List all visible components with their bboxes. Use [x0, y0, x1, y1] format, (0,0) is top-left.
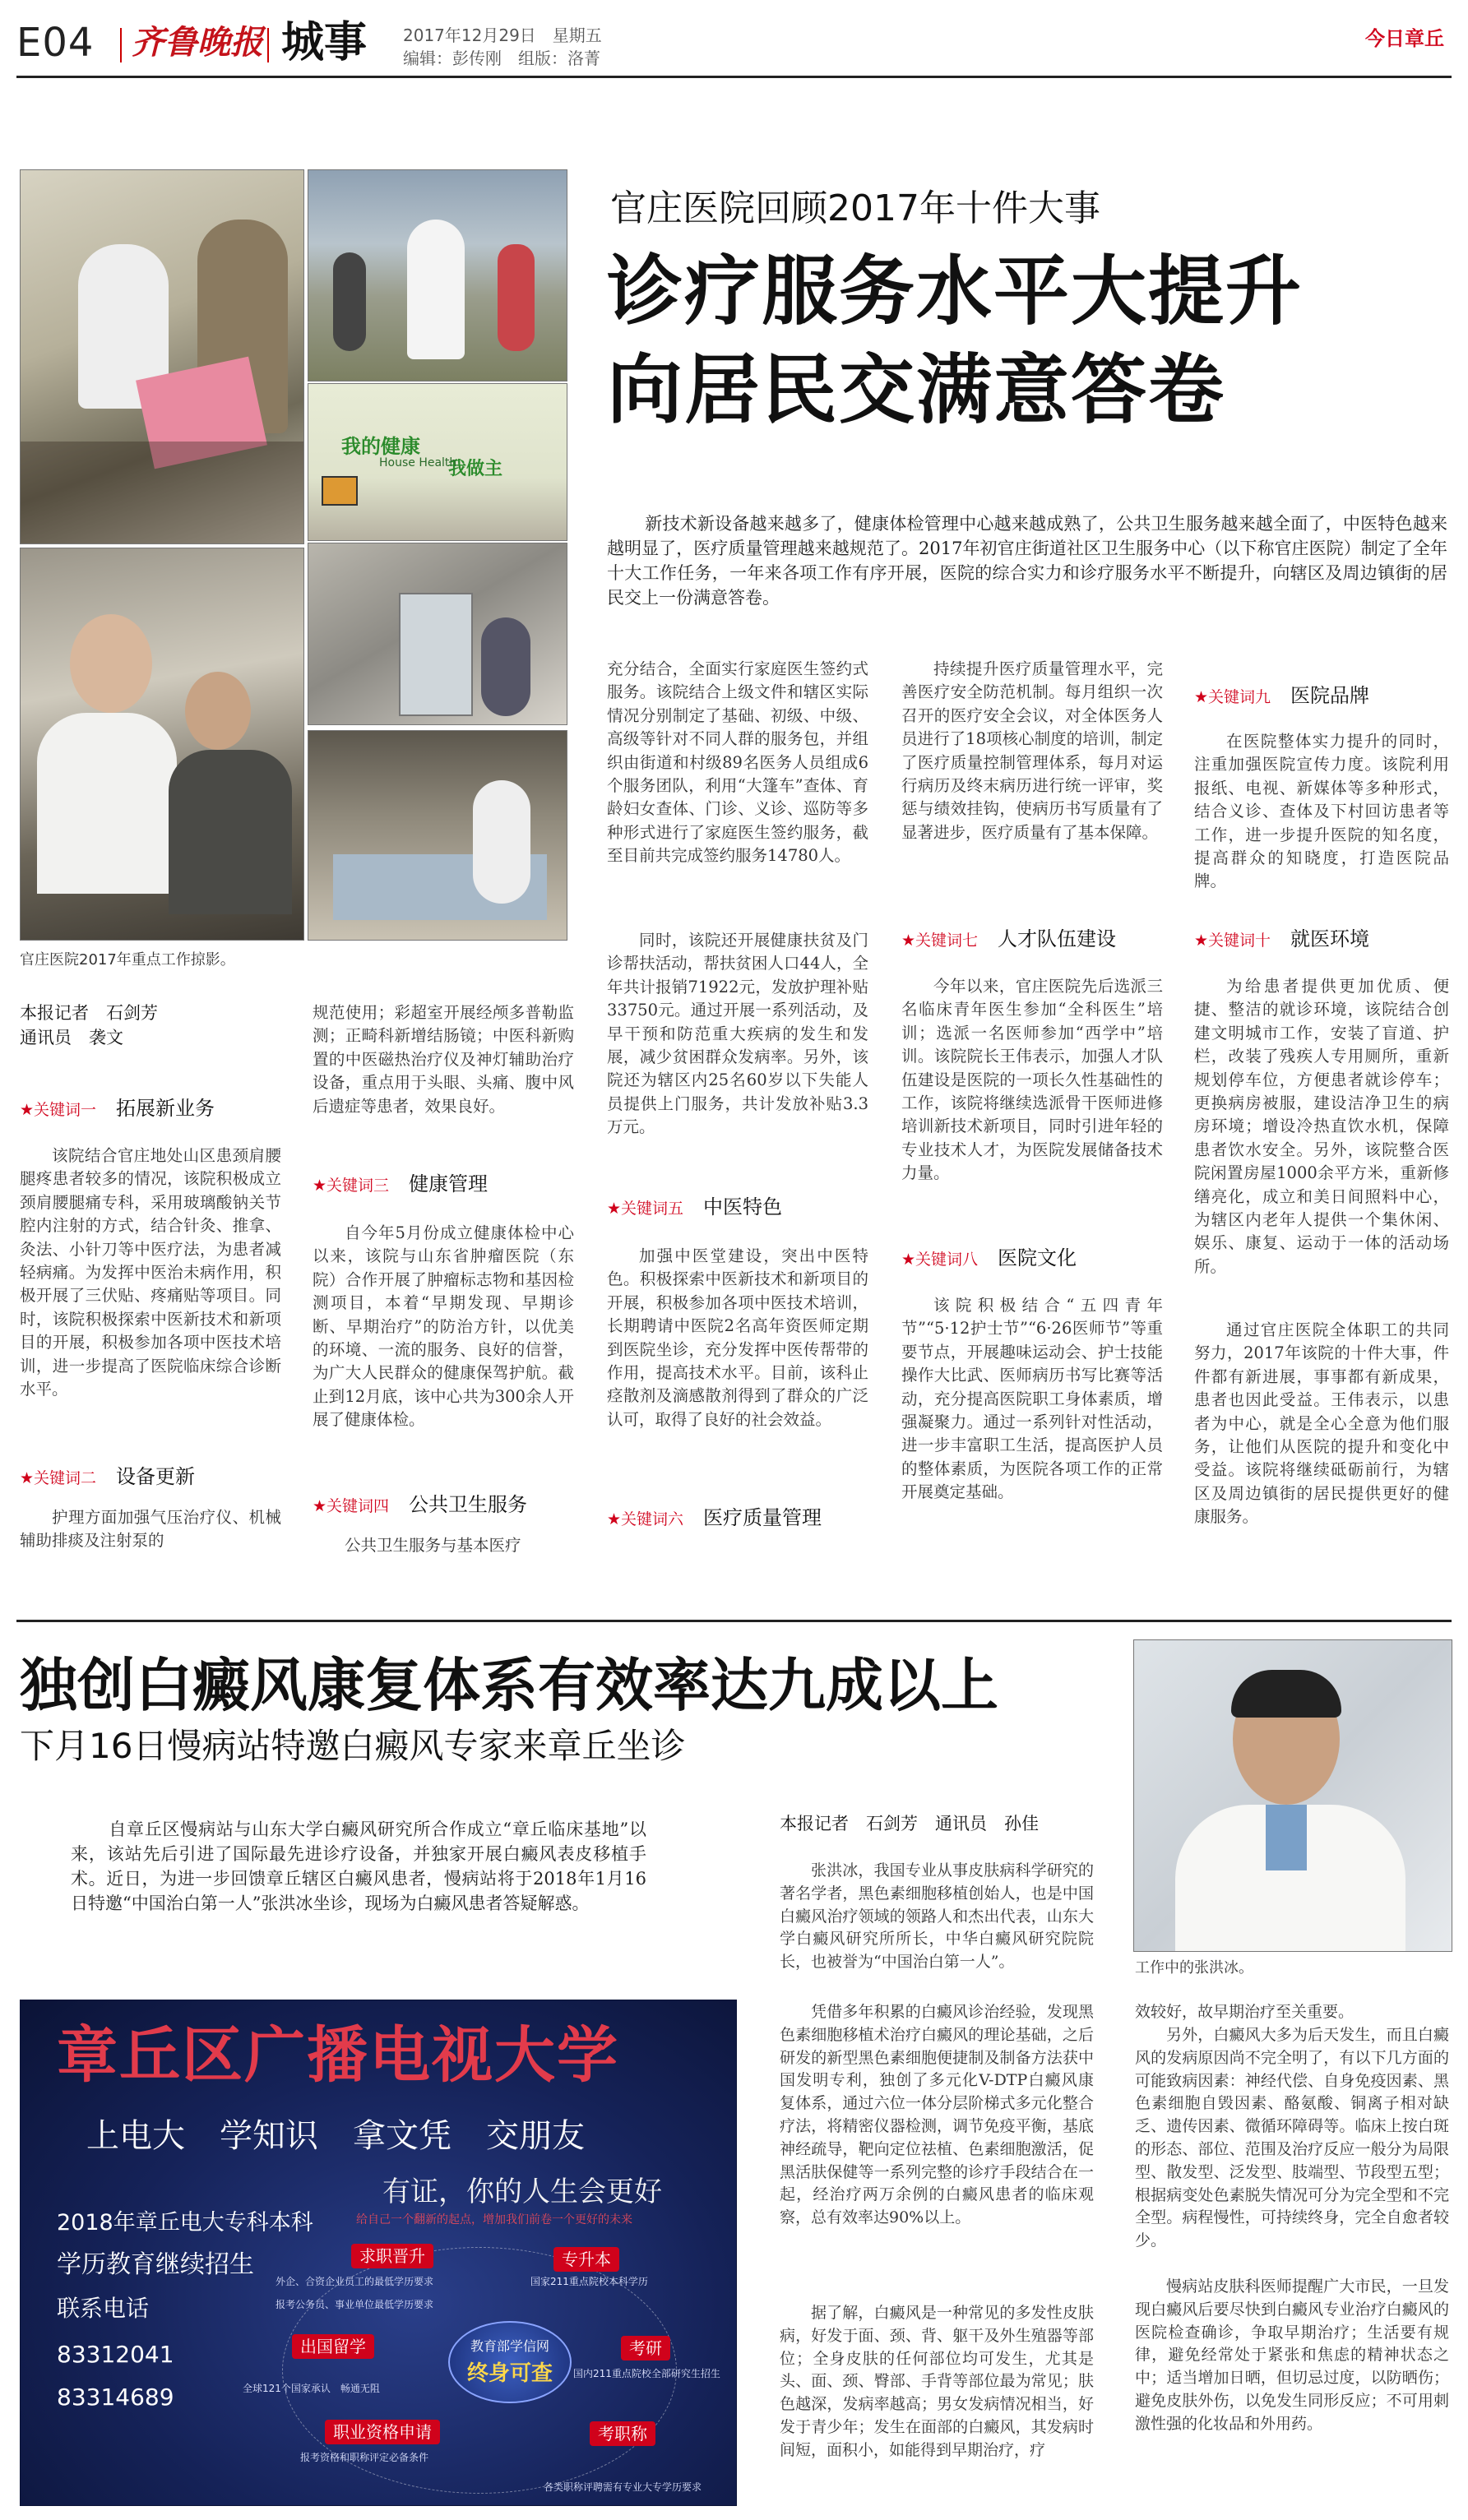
- ad-note-5: 报考资格和职称评定必备条件: [300, 2452, 429, 2463]
- keyword-6-heading: [607, 1505, 822, 1533]
- ad-slogan: [86, 2115, 585, 2157]
- keyword-3-heading: [313, 1171, 488, 1199]
- date-text: 2017年12月29日: [403, 25, 536, 45]
- photo-doctor-coat: [37, 713, 177, 894]
- photo-visitor: [473, 780, 530, 904]
- article-separator: [16, 1620, 1452, 1622]
- keyword-7-title: 人才队伍建设: [998, 927, 1117, 950]
- editor-credit: [403, 48, 600, 69]
- header-divider-2: [267, 28, 269, 62]
- keyword-4-heading: [313, 1491, 527, 1519]
- ad-note-3: 报考公务员、事业单位最低学历要求: [276, 2299, 434, 2310]
- keyword-7-label: ★关键词七: [901, 932, 979, 950]
- photo-screen: [322, 476, 358, 506]
- ad-slogan-2: 学知识: [220, 2117, 318, 2155]
- keyword-10-text: 为给患者提供更加优质、便捷、整洁的就诊环境，该院结合创建文明城市工作，安装了盲道、护栏，改装了残疾人专用厕所，重新规划停车位，方便患者就诊停车；更换病房被服，建设洁净卫生的病房环境；增设冷热直饮水机，保障患者饮水安全。另外，该院整合医院闲置房屋1000余平方米，重新修缮亮化，成立和美日间照料中心，为辖区内老年人提供一个集休闲、娱乐、康复、运动于一体的活动场所。: [1194, 977, 1449, 1276]
- ad-center-text-2: 终身可查: [466, 2361, 553, 2386]
- article2-col1-p2: 凭借多年积累的白癜风诊治经验，发现黑色素细胞移植术治疗白癜风的理论基础，之后研发的新型黑色素细胞便捷制及制备方法获中国发明专利，独创了多元化V-DTP白癜风康复体系，通过六位一体分层阶梯式多元化整合疗法，将精密仪器检测，调节免疫平衡，基底神经疏导，靶向定位祛植、色素细胞激活，促黑活肤保健等一系列完整的诊疗手段结合在一起，经治疗两万余例的白癜风患者的临床观察，总有效率达90%以上。: [780, 2003, 1094, 2227]
- ad-tagline-sub: 给自己一个翻新的起点，增加我们前卷一个更好的未来: [356, 2213, 632, 2226]
- article1-headline-line2: 向居民交满意答卷: [607, 346, 1226, 434]
- photo-bystander-2: [498, 244, 535, 351]
- region-tag: 今日章丘: [1365, 27, 1444, 50]
- photo-health-room: [308, 383, 567, 541]
- keyword-9-title: 医院品牌: [1290, 684, 1370, 707]
- photo-caption-1: 官庄医院2017年重点工作掠影。: [20, 951, 235, 969]
- keyword-10-label: ★关键词十: [1194, 932, 1271, 950]
- ad-phone-2: 83314689: [57, 2384, 174, 2411]
- photo-man-collar: [1266, 1805, 1307, 1870]
- issue-date: [403, 25, 602, 46]
- keyword-2-text: 护理方面加强气压治疗仪、机械辅助排痰及注射泵的: [20, 1508, 281, 1551]
- keyword-9-label: ★关键词九: [1194, 688, 1271, 706]
- ad-contact-label: 联系电话: [57, 2295, 150, 2322]
- keyword-8-label: ★关键词八: [901, 1251, 979, 1269]
- page-number: E04: [16, 20, 95, 66]
- keyword-7-text: 今年以来，官庄医院先后选派三名临床青年医生参加“全科医生”培训；选派一名医师参加“西学中”培训。该院院长王伟表示，加强人才队伍建设是医院的一项长久性基础性的工作，该院将继续选派骨干医师进修培训新技术新项目，同时引进年轻的专业技术人才，为医院发展储备技术力量。: [901, 977, 1163, 1183]
- photo-handing-leaflets: [20, 169, 304, 544]
- ad-slogan-3: 拿文凭: [353, 2117, 452, 2155]
- ad-note-1: 外企、合资企业员工的最低学历要求: [276, 2276, 434, 2287]
- keyword-1-heading: [20, 1095, 215, 1123]
- article1-headline-line1: 诊疗服务水平大提升: [607, 247, 1304, 335]
- photo-caption-2: 工作中的张洪冰。: [1135, 1959, 1253, 1977]
- photo-sign-text-2: 我做主: [448, 459, 503, 479]
- ad-note-2: 全球121个国家承认 畅通无阻: [243, 2383, 380, 2394]
- keyword-6-title: 医疗质量管理: [703, 1506, 822, 1529]
- keyword-4-text-cont: 充分结合，全面实行家庭医生签约式服务。该院结合上级文件和辖区实际情况分别制定了基础、初级、中级、高级等针对不同人群的服务包，并组织由街道和村级89名医务人员组成6个服务团队，利用“大篷车”查体、育龄妇女查体、门诊、义诊、巡防等多种形式进行了家庭医生签约服务，截至目前共完成签约服务14780人。: [607, 659, 868, 866]
- keyword-5-heading: [607, 1194, 782, 1222]
- photo-machine: [399, 593, 473, 716]
- article2-col2-p1: 效较好，故早期治疗至关重要。: [1135, 2003, 1355, 2021]
- ad-bubble-2: 出国留学: [292, 2334, 374, 2359]
- photo-shadow: [21, 442, 304, 544]
- ad-note-6: 国内211重点院校全部研究生招生: [573, 2368, 720, 2379]
- keyword-3-title: 健康管理: [409, 1172, 489, 1195]
- photo-elder-body: [169, 750, 292, 914]
- photo-doctor-head: [70, 614, 152, 713]
- editor-text: 编辑：彭传刚: [403, 49, 502, 68]
- ad-enroll-1: 2018年章丘电大专科本科: [57, 2210, 313, 2236]
- photo-sign-text-3: House Health: [379, 456, 457, 469]
- keyword-5-text: 加强中医堂建设，突出中医特色。积极探索中医新技术和新项目的开展，积极参加各项中医技术培训，长期聘请中医院2名高年资医师定期到医院坐诊，充分发挥中医传帮带的作用，提高技术水平。目前，该科止痉散剂及滴感散剂得到了群众的广泛认可，取得了良好的社会效益。: [607, 1246, 868, 1429]
- keyword-8-heading: [901, 1245, 1077, 1273]
- ad-title: 章丘区广播电视大学: [57, 2020, 619, 2091]
- ad-bubble-6: 专升本: [553, 2247, 619, 2272]
- keyword-1-text: 该院结合官庄地处山区患颈肩腰腿疼患者较多的情况，该院积极成立颈肩腰腿痛专科，采用玻璃酸钠关节腔内注射的方式，结合针灸、推拿、灸法、小针刀等中医疗法，为患者减轻病痛。为发挥中医治未病作用，积极开展了三伏贴、疼痛贴等项目。同时，该院积极探索中医新技术和新项目的开展，积极参加各项中医技术培训，进一步提高了医院临床综合诊断水平。: [20, 1146, 281, 1399]
- photo-doctor-home-visit: [20, 548, 304, 941]
- photo-man-hair: [1231, 1670, 1341, 1718]
- keyword-4-label: ★关键词四: [313, 1497, 390, 1515]
- ad-note-4: 国家211重点院校本科学历: [530, 2276, 648, 2287]
- article2-lead: 自章丘区慢病站与山东大学白癜风研究所合作成立“章丘临床基地”以来，该站先后引进了国际最先进诊疗设备，并独家开展白癜风表皮移植手术。近日，为进一步回馈章丘辖区白癜风患者，慢病站将于2018年1月16日特邀“中国治白第一人”张洪冰坐诊，现场为白癜风患者答疑解惑。: [71, 1819, 646, 1913]
- keyword-5-label: ★关键词五: [607, 1200, 684, 1218]
- photo-doctor-figure: [407, 220, 465, 359]
- ad-center-text-1: 教育部学信网: [470, 2338, 549, 2354]
- keyword-3-label: ★关键词三: [313, 1177, 390, 1195]
- article2-col1-p3: 据了解，白癜风是一种常见的多发性皮肤病，好发于面、颈、背、躯干及外生殖器等部位；全身皮肤的任何部位均可发生，尤其是头、面、颈、臀部、手背等部位最为常见；肤色越深，发病率越高；男女发病情况相当，好发于青少年；发生在面部的白癜风，其发病时间短，面积小，如能得到早期治疗，疗: [780, 2304, 1094, 2459]
- keyword-2-heading: [20, 1463, 195, 1491]
- keyword-9-heading: [1194, 682, 1369, 710]
- keyword-3-text: 自今年5月份成立健康体检中心以来，该院与山东省肿瘤医院（东院）合作开展了肿瘤标志物和基因检测项目，本着“早期发现、早期诊断、早期治疗”的防治方针，以优美的环境、一流的服务、良好的信誉，为广大人民群众的健康保驾护航。截止到12月底，该中心共为300余人开展了健康体检。: [313, 1223, 574, 1430]
- article2-col2-p2: 另外，白癜风大多为后天发生，而且白癜风的发病原因尚不完全明了，有以下几方面的可能致病因素：神经代偿、自身免疫因素、黑色素细胞自毁因素、酪氨酸、铜离子相对缺乏、遗传因素、微循环障碍等。临床上按白斑的形态、部位、范围及治疗反应一般分为局限型、散发型、泛发型、肢端型、节段型五型；根据病变处色素脱失情况可分为完全型和不完全型。病程慢性，可持续终身，完全自愈者较少。: [1135, 2026, 1449, 2250]
- photo-doctor-outdoor: [308, 169, 567, 381]
- ad-bubble-1: 求职晋升: [351, 2244, 433, 2268]
- keyword-4-title: 公共卫生服务: [409, 1493, 528, 1516]
- designer-text: 组版：洛菁: [518, 49, 600, 68]
- article2-byline: 本报记者 石剑芳 通讯员 孙佳: [780, 1814, 1039, 1833]
- keyword-4-text: 公共卫生服务与基本医疗: [345, 1536, 521, 1555]
- article2-subhead: 下月16日慢病站特邀白癜风专家来章丘坐诊: [20, 1726, 686, 1766]
- keyword-2-title: 设备更新: [116, 1465, 196, 1488]
- keyword-10-heading: [1194, 926, 1369, 954]
- keyword-8-text: 该院积极结合“五四青年节”“5·12护士节”“6·26医师节”等重要节点，开展趣味运动会、护士技能操作大比武、医师病历书写比赛等活动，充分提高医院职工身体素质，增强凝聚力。通过一系列针对性活动，进一步丰富职工生活，提高医护人员的整体素质，为医院各项工作的正常开展奠定基础。: [901, 1296, 1163, 1502]
- ad-slogan-4: 交朋友: [486, 2117, 585, 2155]
- keyword-2-text-cont: 规范使用；彩超室开展经颅多普勒监测；正畸科新增结肠镜；中医科新购置的中医磁热治疗仪及神灯辅助治疗设备，重点用于头眼、头痛、腹中风后遗症等患者，效果良好。: [313, 1003, 574, 1116]
- photo-patient: [481, 617, 530, 716]
- photo-elder-head: [185, 672, 251, 750]
- keyword-10-text-cont: 通过官庄医院全体职工的共同努力，2017年该院的十件大事，件件都有新进展，事事都有新成果，患者也因此受益。王伟表示，以患者为中心，就是全心全意为他们服务，让他们从医院的提升和变化中受益。该院将继续砥砺前行，为辖区及周边镇街的居民提供更好的健康服务。: [1194, 1320, 1449, 1527]
- article1-lead: 新技术新设备越来越多了，健康体检管理中心越来越成熟了，公共卫生服务越来越全面了，中医特色越来越明显了，医疗质量管理越来越规范了。2017年初官庄街道社区卫生服务中心（以下称官庄医院）制定了全年十大工作任务，一年来各项工作有序开展，医院的综合实力和诊疗服务水平不断提升，向辖区及周边镇街的居民交上一份满意答卷。: [607, 514, 1447, 608]
- weekday-text: 星期五: [552, 25, 602, 45]
- photo-bedside-visit: [308, 730, 567, 941]
- article2-col2-p3: 慢病站皮肤科医师提醒广大市民，一旦发现白癜风后要尽快到白癜风专业治疗白癜风的医院检查确诊，争取早期治疗；生活要有规律，避免经常处于紧张和焦虑的精神状态之中；适当增加日晒，但切忌过度，以防晒伤；避免皮肤外伤，以免发生同形反应；不可用刺激性强的化妆品和外用药。: [1135, 2277, 1449, 2433]
- ad-note-7: 各类职称评聘需有专业大专学历要求: [544, 2481, 702, 2493]
- ad-tagline: 有证，你的人生会更好: [382, 2176, 662, 2208]
- article1-byline-reporter: 本报记者 石剑芳: [20, 1003, 158, 1023]
- ad-bubble-3: 职业资格申请: [325, 2420, 440, 2444]
- keyword-10-title: 就医环境: [1290, 927, 1370, 950]
- photo-sign-text-1: 我的健康: [341, 435, 420, 458]
- ad-bubble-4: 考研: [621, 2336, 670, 2360]
- paper-logo: 齐鲁晚报: [132, 23, 263, 62]
- article2-headline: 独创白癜风康复体系有效率达九成以上: [20, 1652, 998, 1719]
- photo-bystander-1: [333, 252, 366, 351]
- keyword-2-label: ★关键词二: [20, 1469, 97, 1487]
- keyword-4-text-cont2: 同时，该院还开展健康扶贫及门诊帮扶活动，帮扶贫困人口44人，全年共计报销71922元，发放护理补贴33750元。通过开展一系列活动，及早干预和防范重大疾病的发生和发展，减少贫困群众发病率。另外，该院还为辖区内25名60岁以下失能人员提供上门服务，共计发放补贴3.3万元。: [607, 931, 868, 1137]
- keyword-6-label: ★关键词六: [607, 1510, 684, 1528]
- ad-slogan-1: 上电大: [86, 2117, 185, 2155]
- keyword-6-text: 持续提升医疗质量管理水平，完善医疗安全防范机制。每月组织一次召开的医疗安全会议，对全体医务人员进行了18项核心制度的培训，制定了医疗质量控制管理体系，每月对运行病历及终末病历进行统一评审，奖惩与绩效挂钩，使病历书写质量有了显著进步，医疗质量有了基本保障。: [901, 659, 1163, 842]
- header-divider-1: [120, 28, 122, 62]
- ad-phone-1: 83312041: [57, 2341, 174, 2368]
- keyword-8-title: 医院文化: [998, 1246, 1077, 1269]
- section-title: 城事: [281, 18, 368, 67]
- keyword-1-title: 拓展新业务: [116, 1097, 215, 1120]
- keyword-9-text: 在医院整体实力提升的同时，注重加强医院宣传力度。该院利用报纸、电视、新媒体等多种形式，结合义诊、查体及下村回访患者等工作，进一步提升医院的知名度，提高群众的知晓度，打造医院品牌。: [1194, 732, 1449, 891]
- keyword-7-heading: [901, 926, 1116, 954]
- ad-center-badge: [448, 2321, 572, 2403]
- tvu-advertisement: [20, 2000, 737, 2506]
- article1-byline-correspondent: 通讯员 袭文: [20, 1028, 123, 1047]
- photo-examination: [308, 543, 567, 725]
- photo-zhang-hongbing: [1133, 1639, 1452, 1952]
- ad-bubble-5: 考职称: [590, 2421, 655, 2446]
- keyword-1-label: ★关键词一: [20, 1101, 97, 1119]
- keyword-5-title: 中医特色: [703, 1195, 783, 1218]
- header-rule: [16, 76, 1452, 78]
- ad-enroll-2: 学历教育继续招生: [57, 2250, 254, 2279]
- article1-kicker: 官庄医院回顾2017年十件大事: [610, 187, 1100, 229]
- article2-col1-p1: 张洪冰，我国专业从事皮肤病科学研究的著名学者，黑色素细胞移植创始人，也是中国白癜风治疗领域的领路人和杰出代表，山东大学白癜风研究所所长，中华白癜风研究院院长，也被誉为“中国治白第一人”。: [780, 1861, 1094, 1972]
